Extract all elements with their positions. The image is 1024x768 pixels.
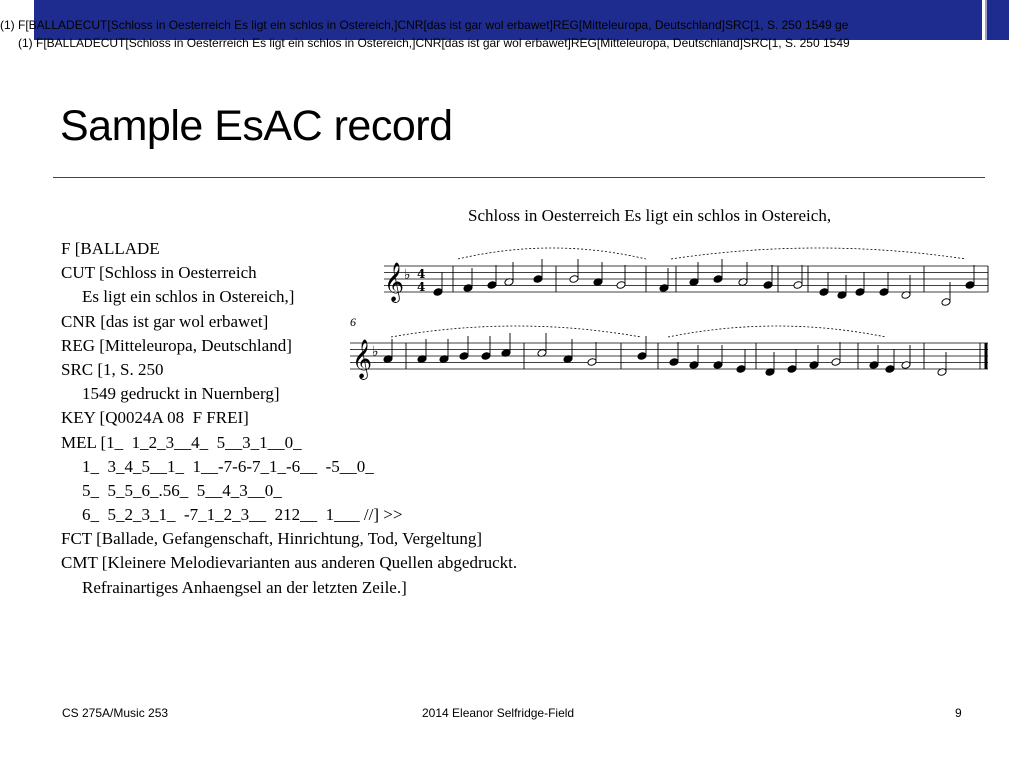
note-head xyxy=(965,281,975,290)
treble-clef-icon: 𝄞 xyxy=(384,262,405,302)
note-head xyxy=(616,281,626,290)
slide-number: 9 xyxy=(955,706,962,720)
note-head xyxy=(569,275,579,284)
top-caption-line-2: (1) F[BALLADECUT[Schloss in Oesterreich Es ligt ein schlos in Ostereich,]CNR[das ist gar wol erbawet]REG[Mitteleuropa, Deutschland]SRC[1, S. 250 1549 xyxy=(18,36,850,50)
record-line: MEL [1_ 1_2_3__4_ 5__3_1__0_ xyxy=(61,432,302,452)
note-head xyxy=(763,281,773,290)
note-head xyxy=(463,284,473,293)
top-banner-end xyxy=(985,0,1009,40)
record-line: 1549 gedruckt in Nuernberg] xyxy=(82,384,280,404)
note-head xyxy=(869,361,879,370)
record-line: 5_ 5_5_6_.56_ 5__4_3__0_ xyxy=(82,480,282,500)
footer-author: 2014 Eleanor Selfridge-Field xyxy=(422,706,575,720)
flat-icon: ♭ xyxy=(404,267,411,283)
note-head xyxy=(533,275,543,284)
note-head xyxy=(879,288,889,297)
record-line: REG [Mitteleuropa, Deutschland] xyxy=(61,335,292,355)
note-head xyxy=(819,288,829,297)
footer-course: CS 275A/Music 253 xyxy=(62,706,169,720)
note-head xyxy=(941,298,951,307)
music-score xyxy=(346,202,996,382)
note-head xyxy=(855,288,865,297)
measure-number: 6 xyxy=(350,315,356,329)
record-line: 1_ 3_4_5__1_ 1__-7-6-7_1_-6__ -5__0_ xyxy=(82,456,374,476)
note-head xyxy=(587,358,597,367)
treble-clef-icon: 𝄞 xyxy=(352,339,373,379)
note-head xyxy=(669,358,679,367)
record-line: Es ligt ein schlos in Ostereich,] xyxy=(82,287,295,307)
record-line: F [BALLADE xyxy=(61,239,160,258)
staff-notation xyxy=(346,202,996,382)
note-head xyxy=(637,352,647,361)
note-head xyxy=(885,365,895,374)
top-caption-line-1: (1) F[BALLADECUT[Schloss in Oesterreich Es ligt ein schlos in Ostereich,]CNR[das ist gar wol erbawet]REG[Mitteleuropa, Deutschland]SRC[1, S. 250 1549 ge xyxy=(0,18,849,32)
record-line: Refrainartiges Anhaengsel an der letzten Zeile.] xyxy=(82,577,407,597)
note-head xyxy=(659,284,669,293)
note-head xyxy=(831,358,841,367)
record-line: CUT [Schloss in Oesterreich xyxy=(61,263,257,283)
note-head xyxy=(787,365,797,374)
record-line: FCT [Ballade, Gefangenschaft, Hinrichtung, Tod, Vergeltung] xyxy=(61,529,483,549)
note-head xyxy=(901,361,911,370)
time-signature-top: 4 xyxy=(417,267,426,281)
record-line: SRC [1, S. 250 xyxy=(61,359,164,379)
note-head xyxy=(481,352,491,361)
record-line: CMT [Kleinere Melodievarianten aus anderen Quellen abgedruckt. xyxy=(61,553,518,573)
note-head xyxy=(459,352,469,361)
note-head xyxy=(433,288,443,297)
note-head xyxy=(487,281,497,290)
note-head xyxy=(713,275,723,284)
title-divider xyxy=(53,177,985,178)
note-head xyxy=(809,361,819,370)
slide-title: Sample EsAC record xyxy=(60,102,453,150)
note-head xyxy=(736,365,746,374)
record-line: 6_ 5_2_3_1_ -7_1_2_3__ 212__ 1___ //] >> xyxy=(82,505,403,525)
record-line: CNR [das ist gar wol erbawet] xyxy=(61,311,269,331)
slur-dashed xyxy=(391,326,641,337)
slur-dashed xyxy=(671,248,966,259)
slur-dashed xyxy=(668,326,886,337)
note-head xyxy=(793,281,803,290)
slur-dashed xyxy=(458,248,646,259)
flat-icon: ♭ xyxy=(372,344,379,360)
score-title: Schloss in Oesterreich Es ligt ein schlos in Ostereich, xyxy=(468,206,832,225)
note-head xyxy=(689,361,699,370)
top-caption-bar xyxy=(0,0,1024,54)
time-signature-bottom: 4 xyxy=(417,280,426,294)
note-head xyxy=(713,361,723,370)
record-line: KEY [Q0024A 08 F FREI] xyxy=(61,408,249,428)
